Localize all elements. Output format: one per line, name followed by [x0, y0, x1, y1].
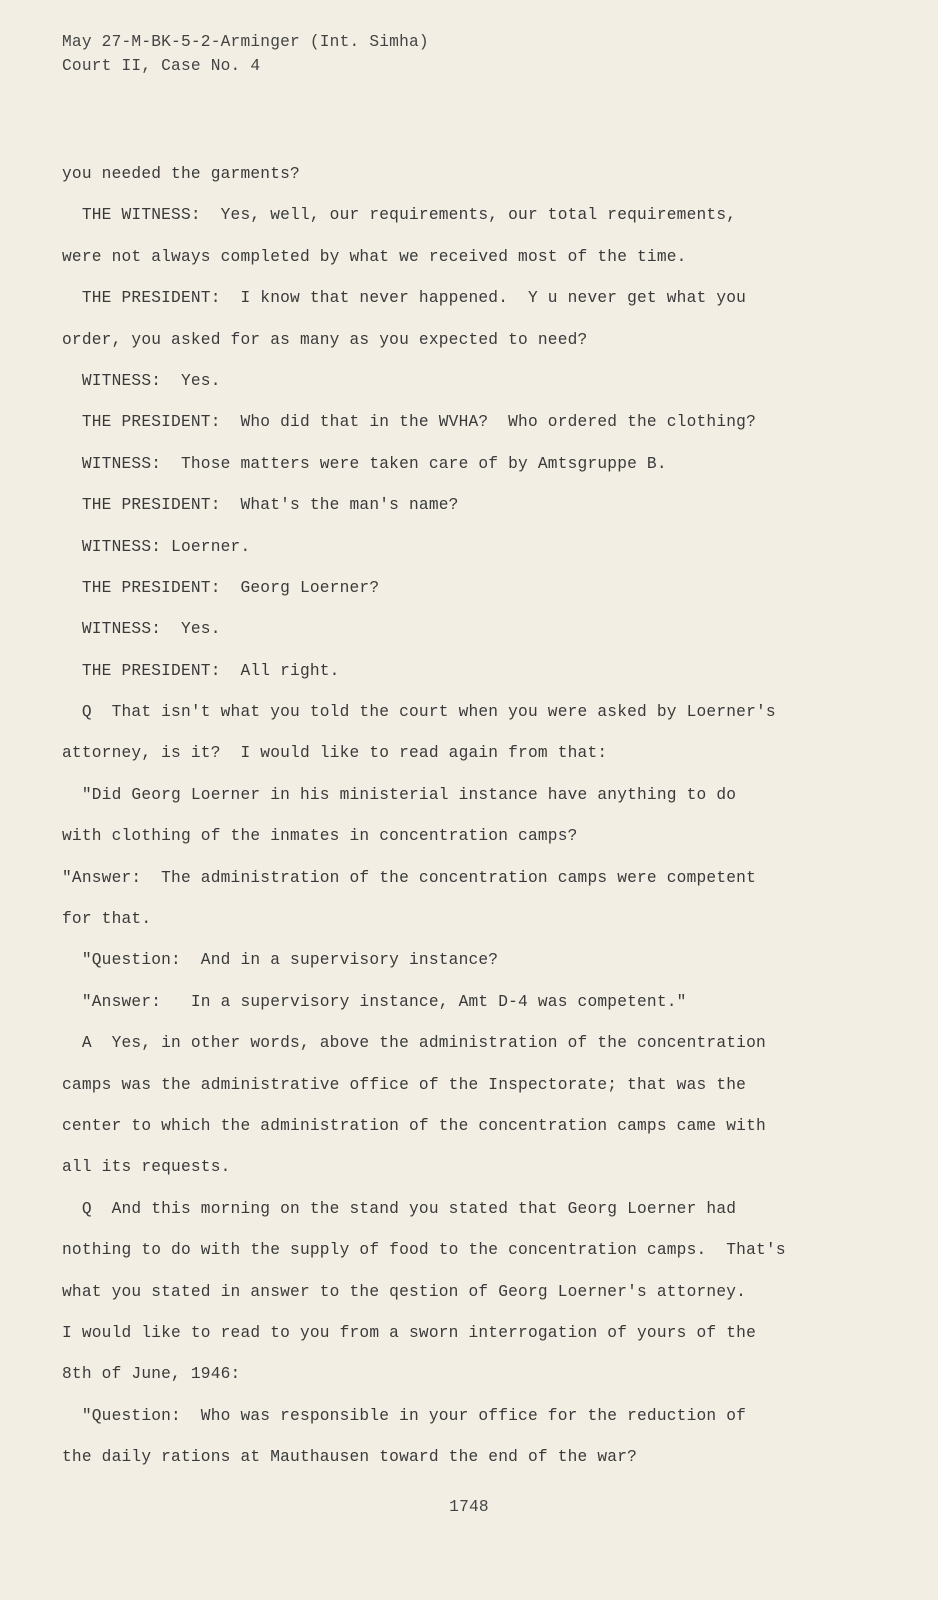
transcript-line: for that.: [62, 910, 152, 929]
header-court-case: Court II, Case No. 4: [62, 57, 261, 75]
transcript-line: Q And this morning on the stand you stated that Georg Loerner had: [62, 1199, 737, 1218]
transcript-line: 8th of June, 1946:: [62, 1365, 241, 1384]
transcript-line: I would like to read to you from a sworn interrogation of yours of the: [62, 1323, 756, 1342]
transcript-line: order, you asked for as many as you expected to need?: [62, 330, 588, 349]
transcript-line: were not always completed by what we received most of the time.: [62, 247, 687, 266]
transcript-line: "Answer: The administration of the concentration camps were competent: [62, 868, 756, 887]
transcript-line: THE PRESIDENT: I know that never happened. Y u never get what you: [62, 289, 747, 308]
transcript-line: THE PRESIDENT: All right.: [62, 661, 340, 680]
transcript-line: A Yes, in other words, above the administration of the concentration: [62, 1034, 766, 1053]
transcript-line: the daily rations at Mauthausen toward the end of the war?: [62, 1448, 638, 1467]
transcript-line: WITNESS: Yes.: [62, 620, 221, 639]
transcript-line: attorney, is it? I would like to read again from that:: [62, 744, 608, 763]
transcript-line: "Answer: In a supervisory instance, Amt D-4 was competent.": [62, 992, 687, 1011]
transcript-line: all its requests.: [62, 1158, 231, 1177]
transcript-line: THE PRESIDENT: Who did that in the WVHA? Who ordered the clothing?: [62, 413, 756, 432]
transcript-line: with clothing of the inmates in concentration camps?: [62, 827, 578, 846]
transcript-line: Q That isn't what you told the court when you were asked by Loerner's: [62, 703, 776, 722]
transcript-line: "Did Georg Loerner in his ministerial instance have anything to do: [62, 785, 737, 804]
transcript-line: THE PRESIDENT: What's the man's name?: [62, 496, 459, 515]
transcript-line: "Question: And in a supervisory instance?: [62, 951, 499, 970]
transcript-line: THE PRESIDENT: Georg Loerner?: [62, 578, 380, 597]
page-number: 1748: [449, 1498, 489, 1516]
document-header: [62, 30, 429, 78]
transcript-line: WITNESS: Those matters were taken care of by Amtsgruppe B.: [62, 454, 667, 473]
transcript-line: WITNESS: Yes.: [62, 371, 221, 390]
transcript-line: WITNESS: Loerner.: [62, 537, 251, 556]
transcript-line: "Question: Who was responsible in your office for the reduction of: [62, 1406, 747, 1425]
transcript-body: [62, 154, 882, 1479]
transcript-line: center to which the administration of the concentration camps came with: [62, 1116, 766, 1135]
header-reference: May 27-M-BK-5-2-Arminger (Int. Simha): [62, 33, 429, 51]
transcript-line: camps was the administrative office of the Inspectorate; that was the: [62, 1075, 747, 1094]
transcript-line: you needed the garments?: [62, 165, 300, 183]
transcript-line: what you stated in answer to the qestion of Georg Loerner's attorney.: [62, 1282, 747, 1301]
transcript-line: nothing to do with the supply of food to the concentration camps. That's: [62, 1241, 786, 1260]
transcript-line: THE WITNESS: Yes, well, our requirements, our total requirements,: [62, 206, 737, 225]
